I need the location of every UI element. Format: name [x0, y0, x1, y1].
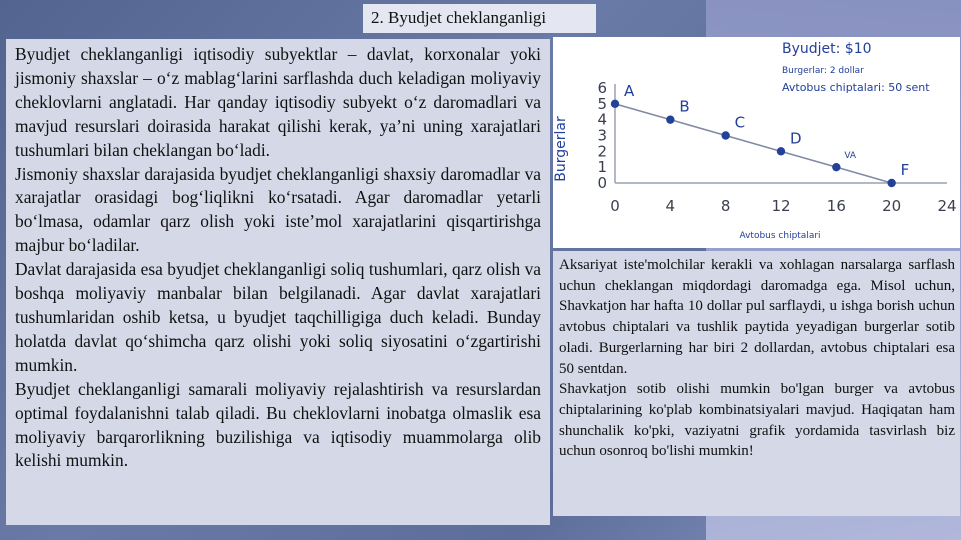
data-point-label-c: C: [734, 113, 746, 132]
y-tick-label: 1: [597, 158, 607, 177]
left-text-box: [6, 39, 550, 525]
slide-title: 2. Byudjet cheklanganligi: [363, 4, 596, 33]
y-tick-label: 4: [597, 110, 607, 129]
y-axis-title: Burgerlar: [553, 116, 569, 182]
x-tick-label: 12: [771, 197, 791, 215]
x-axis-title: Avtobus chiptalari: [739, 231, 821, 241]
left-paragraph-4: Byudjet cheklanganligi samarali moliyaviy rejalashtirish va resurslardan optimal foydalanishni talab qiladi. Bu cheklovlarni inobatga olmaslik esa moliyaviy barqarorlikning buzilishiga va iqtisodiy muammolarga olib kelishi mumkin.: [15, 378, 541, 471]
right-paragraph-2: Shavkatjon sotib olishi mumkin bo'lgan burger va avtobus chiptalarining ko'plab kombinatsiyalari mavjud. Haqiqatan ham shunchalik ko'pki, vaziyatni grafik yordamida tasvirlash biz uchun osonroq bo'lishi mumkin!: [559, 381, 955, 460]
data-point-label-va: VA: [844, 151, 857, 162]
x-tick-label: 0: [610, 197, 620, 215]
data-point-label-f: F: [900, 161, 910, 179]
chart-subtitle-1: Burgerlar: 2 dollar: [782, 66, 864, 76]
data-point-va: [832, 163, 840, 171]
data-point-a: [611, 100, 619, 108]
data-point-b: [666, 115, 674, 123]
budget-line: [615, 104, 892, 183]
x-tick-label: 8: [720, 197, 731, 215]
chart-title: Byudjet: $10: [782, 41, 872, 57]
y-tick-label: 3: [597, 126, 607, 145]
data-point-label-b: B: [679, 97, 690, 116]
budget-chart-panel: [553, 37, 960, 248]
x-tick-label: 20: [882, 197, 902, 215]
data-point-label-d: D: [790, 129, 802, 148]
y-tick-label: 2: [597, 142, 607, 161]
budget-chart: [553, 37, 960, 248]
left-paragraph-2: Jismoniy shaxslar darajasida byudjet cheklanganligi shaxsiy daromadlar va xarajatlar orasidagi bog‘liqlikni ko‘rsatadi. Agar daromadlar yetarli bo‘lmasa, odamlar qarz olish yoki iste’mol xarajatlarini qisqartirishga majbur bo‘ladilar.: [15, 163, 541, 256]
left-paragraph-3: Davlat darajasida esa byudjet cheklanganligi soliq tushumlari, qarz olish va boshqa moliyaviy manbalar bilan belgilanadi. Agar davlat xarajatlari tushumlaridan oshib ketsa, u byudjet taqchilligiga duch keladi. Bunday holatda davlat qo‘shimcha qarz olishi yoki soliq siyosatini o‘zgartirishi mumkin.: [15, 259, 541, 375]
data-point-d: [777, 147, 785, 155]
right-paragraph-1: Aksariyat iste'molchilar kerakli va xohlagan narsalarga sarflash uchun cheklangan miqdordagi daromadga ega. Misol uchun, Shavkatjon har hafta 10 dollar pul sarflaydi, u ishga borish uchun avtobus chiptalari va tushlik paytida yeyadigan burgerlar sotib oladi. Burgerlarning har biri 2 dollardan, avtobus chiptalari esa 50 sentdan.: [559, 257, 955, 377]
chart-subtitle-2: Avtobus chiptalari: 50 sent: [782, 81, 930, 94]
data-point-c: [721, 131, 729, 139]
right-text-box: [553, 251, 960, 516]
left-paragraph-1: Byudjet cheklanganligi iqtisodiy subyektlar – davlat, korxonalar yoki jismoniy shaxslar – o‘z mablag‘larini sarflashda duch keladigan moliyaviy cheklovlarni anglatadi. Har qanday iqtisodiy subyekt o‘z daromadlari va mavjud resurslari doirasida harakat qilishi kerak, ya’ni uning xarajatlari tushumlari bilan cheklangan bo‘ladi.: [15, 44, 541, 160]
x-tick-label: 4: [665, 197, 676, 215]
y-tick-label: 0: [597, 174, 607, 192]
data-point-label-a: A: [624, 81, 635, 100]
y-tick-label: 5: [597, 94, 607, 113]
y-tick-label: 6: [597, 79, 607, 97]
x-tick-label: 16: [826, 197, 846, 215]
data-point-f: [887, 179, 895, 187]
x-tick-label: 24: [937, 197, 957, 215]
